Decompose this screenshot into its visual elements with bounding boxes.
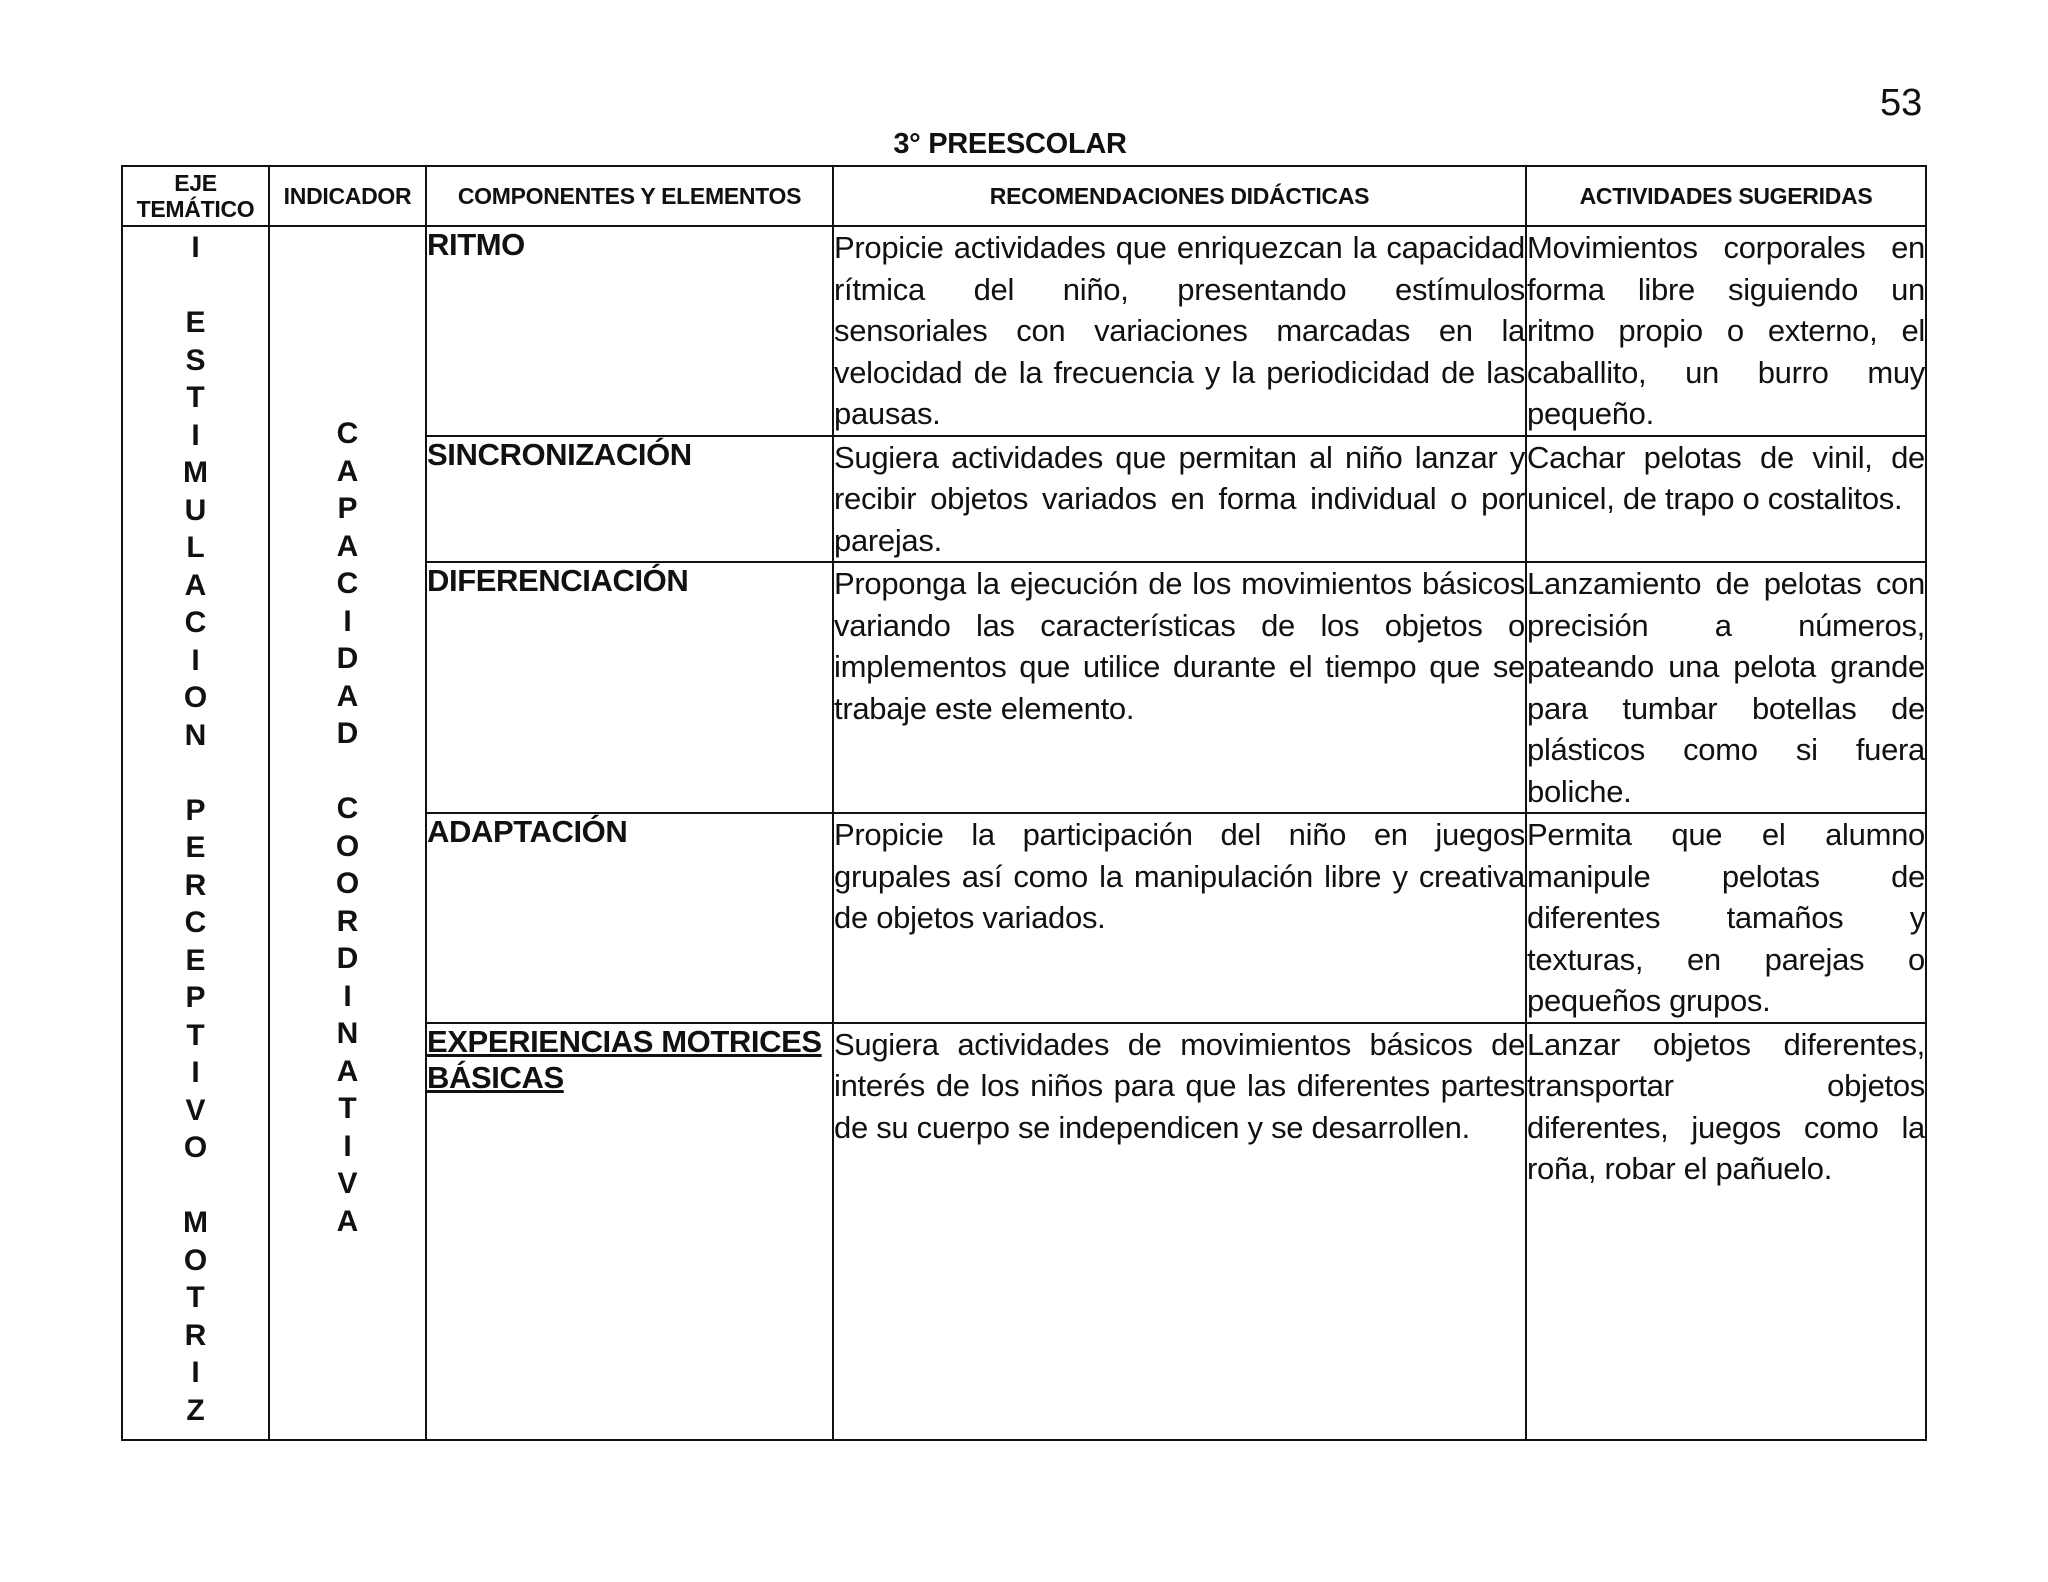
vertical-letter <box>123 754 268 792</box>
actividad-cell: Permita que el alumno manipule pelotas de diferentes tamaños y texturas, en parejas o pequeños grupos. <box>1526 813 1926 1023</box>
vertical-letter: A <box>336 1204 359 1238</box>
indicador-cell <box>269 226 426 1440</box>
vertical-letter: U <box>184 493 207 527</box>
vertical-letter: O <box>183 681 208 714</box>
componente-cell: DIFERENCIACIÓN <box>426 562 833 813</box>
header-eje-tematico: EJE TEMÁTICO <box>122 166 269 226</box>
vertical-letter: I <box>191 1056 200 1089</box>
vertical-letter: T <box>186 381 205 414</box>
eje-tematico-cell <box>122 226 269 1440</box>
vertical-letter: D <box>336 717 359 750</box>
vertical-letter <box>270 753 425 791</box>
vertical-letter: C <box>336 417 359 450</box>
vertical-letter <box>123 1167 268 1205</box>
header-recomendaciones: RECOMENDACIONES DIDÁCTICAS <box>833 166 1526 226</box>
vertical-letter: C <box>184 606 207 639</box>
vertical-letter <box>123 267 268 305</box>
recomendacion-cell: Sugiera actividades de movimientos básicos de interés de los niños para que las diferentes partes de su cuerpo se independicen y se desarrollen. <box>833 1023 1526 1440</box>
vertical-letter: E <box>185 943 206 977</box>
vertical-letter: I <box>191 1356 200 1389</box>
table-header-row <box>122 166 1926 226</box>
vertical-letter: S <box>185 343 206 377</box>
vertical-letter: V <box>185 1093 206 1127</box>
vertical-letter: N <box>184 718 207 752</box>
componente-cell: RITMO <box>426 226 833 436</box>
actividad-cell: Movimientos corporales en forma libre siguiendo un ritmo propio o externo, el caballito, un burro muy pequeño. <box>1526 226 1926 436</box>
vertical-letter: D <box>336 642 359 675</box>
vertical-letter: R <box>184 868 207 902</box>
vertical-letter: C <box>184 906 207 939</box>
header-componentes: COMPONENTES Y ELEMENTOS <box>426 166 833 226</box>
vertical-letter: A <box>336 679 359 713</box>
vertical-letter: C <box>336 792 359 825</box>
vertical-letter: I <box>343 1129 352 1163</box>
table-row <box>122 226 1926 436</box>
vertical-letter: I <box>191 231 200 264</box>
vertical-letter: R <box>336 904 359 938</box>
vertical-letter: I <box>343 604 352 638</box>
componente-cell: SINCRONIZACIÓN <box>426 436 833 563</box>
document-title: 3° PREESCOLAR <box>893 128 1127 160</box>
vertical-letter: O <box>335 867 360 900</box>
vertical-letter: P <box>185 793 206 827</box>
vertical-letter: T <box>186 1018 205 1052</box>
vertical-letter: T <box>338 1092 357 1125</box>
vertical-letter: O <box>183 1243 208 1277</box>
recomendacion-cell: Propicie la participación del niño en juegos grupales así como la manipulación libre y creativa de objetos variados. <box>833 813 1526 1023</box>
vertical-letter: R <box>184 1318 207 1352</box>
vertical-letter: A <box>336 454 359 488</box>
vertical-letter: T <box>186 1281 205 1314</box>
vertical-letter: A <box>184 568 207 602</box>
vertical-letter: I <box>191 643 200 677</box>
vertical-letter: A <box>336 1054 359 1088</box>
vertical-letter: V <box>337 1167 358 1200</box>
vertical-letter: M <box>183 1206 208 1239</box>
vertical-letter: P <box>337 492 358 525</box>
actividad-cell: Lanzamiento de pelotas con precisión a números, pateando una pelota grande para tumbar botellas de plásticos como si fuera boliche. <box>1526 562 1926 813</box>
vertical-letter: O <box>183 1131 208 1164</box>
vertical-letter: I <box>191 418 200 452</box>
header-indicador: INDICADOR <box>269 166 426 226</box>
curriculum-table <box>121 165 1927 1441</box>
vertical-letter: N <box>336 1017 359 1050</box>
componente-cell <box>426 1023 833 1440</box>
eje-tematico-vertical-text <box>123 229 268 1429</box>
vertical-letter: E <box>185 831 206 864</box>
actividad-cell: Lanzar objetos diferentes, transportar objetos diferentes, juegos como la roña, robar el pañuelo. <box>1526 1023 1926 1440</box>
vertical-letter: O <box>335 829 360 863</box>
componente-label: EXPERIENCIAS MOTRICES BÁSICAS <box>427 1023 822 1095</box>
vertical-letter: E <box>185 306 206 339</box>
recomendacion-cell: Propicie actividades que enriquezcan la capacidad rítmica del niño, presentando estímulos sensoriales con variaciones marcadas en la velocidad de la frecuencia y la periodicidad de las pausas. <box>833 226 1526 436</box>
page-number: 53 <box>1880 82 1923 124</box>
vertical-letter: C <box>336 567 359 600</box>
vertical-letter: A <box>336 529 359 563</box>
header-actividades: ACTIVIDADES SUGERIDAS <box>1526 166 1926 226</box>
recomendacion-cell: Sugiera actividades que permitan al niño lanzar y recibir objetos variados en forma individual o por parejas. <box>833 436 1526 563</box>
vertical-letter: D <box>336 942 359 975</box>
vertical-letter: M <box>183 456 208 489</box>
componente-cell: ADAPTACIÓN <box>426 813 833 1023</box>
vertical-letter: P <box>185 981 206 1014</box>
recomendacion-cell: Proponga la ejecución de los movimientos básicos variando las características de los objetos o implementos que utilice durante el tiempo que se trabaje este elemento. <box>833 562 1526 813</box>
vertical-letter: L <box>186 531 205 564</box>
indicador-vertical-text <box>270 415 425 1240</box>
vertical-letter: I <box>343 979 352 1013</box>
vertical-letter: Z <box>186 1393 205 1427</box>
actividad-cell: Cachar pelotas de vinil, de unicel, de trapo o costalitos. <box>1526 436 1926 563</box>
